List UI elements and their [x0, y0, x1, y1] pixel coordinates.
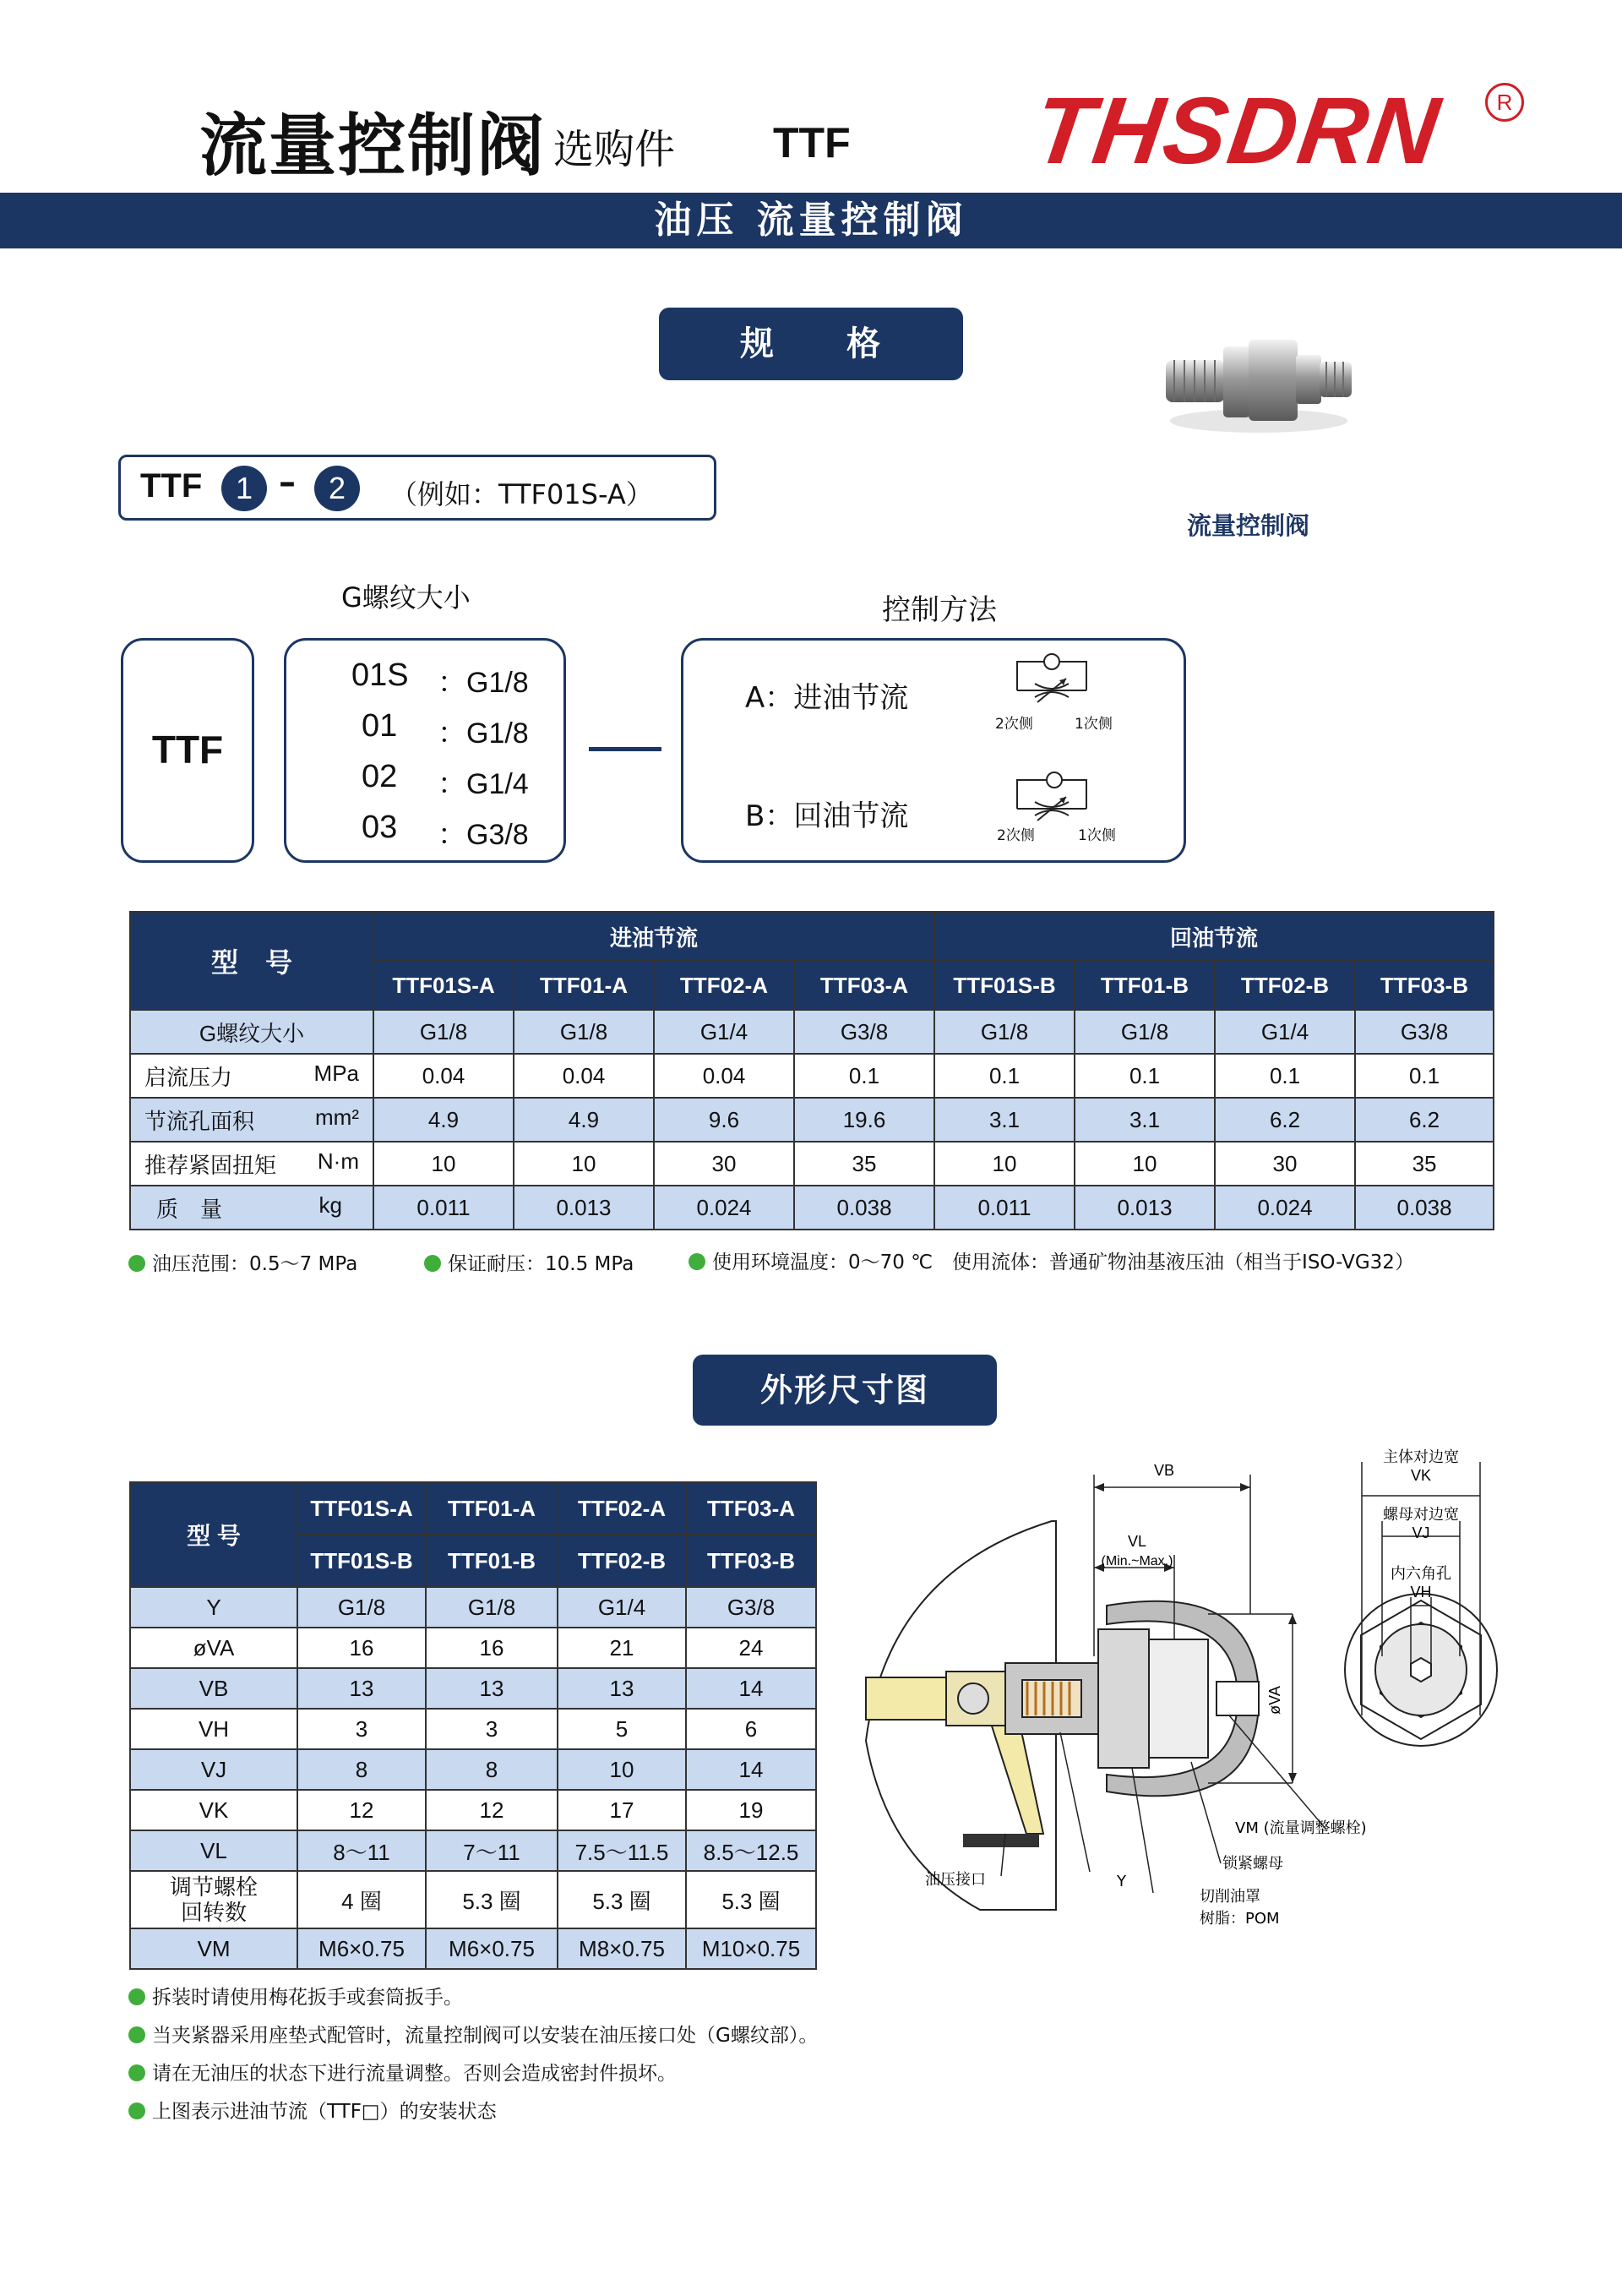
row-label: VB — [130, 1668, 297, 1709]
spec-table — [129, 911, 1494, 1230]
method-a-side1: 1次侧 — [1075, 716, 1113, 733]
table-cell: 8.5～12.5 — [686, 1830, 816, 1871]
row-label: Y — [130, 1587, 297, 1628]
dim-vl: VL — [1127, 1533, 1147, 1550]
table-cell: 7.5～11.5 — [558, 1830, 686, 1871]
table-cell: 5.3 圈 — [686, 1871, 816, 1928]
table-row — [130, 1628, 816, 1668]
method-a-label: A：进油节流 — [745, 681, 909, 715]
thread-size: ：G1/4 — [438, 768, 529, 800]
dim-vb: VB — [1153, 1462, 1175, 1479]
dim-note — [128, 1982, 463, 2010]
table-cell: G1/8 — [1075, 1010, 1215, 1054]
thread-option-03 — [362, 810, 573, 851]
spec-model-col: TTF01S-A — [373, 961, 514, 1010]
table-cell: M6×0.75 — [297, 1928, 426, 1969]
row-unit: MPa — [313, 1060, 359, 1086]
table-cell: 14 — [686, 1668, 816, 1709]
bullet-icon — [128, 2026, 145, 2043]
method-b-side1: 1次侧 — [1078, 827, 1116, 844]
thread-option-01 — [362, 708, 573, 750]
table-cell: 13 — [297, 1668, 426, 1709]
table-cell: 0.04 — [373, 1054, 514, 1098]
table-cell: 12 — [426, 1790, 558, 1830]
table-cell: G1/8 — [297, 1587, 426, 1628]
bullet-icon — [128, 2064, 145, 2081]
row-name: 推荐紧固扭矩 — [144, 1152, 277, 1178]
table-cell: 13 — [426, 1668, 558, 1709]
label-lock-nut: 锁紧螺母 — [1222, 1855, 1283, 1873]
row-label — [130, 1098, 373, 1142]
table-row — [130, 1709, 816, 1749]
table-cell: 13 — [558, 1668, 686, 1709]
thread-code: 02 — [362, 759, 398, 794]
table-cell: 0.013 — [1075, 1186, 1215, 1230]
dim-model-col: TTF01S-B — [297, 1535, 426, 1587]
table-cell: 3.1 — [934, 1098, 1075, 1142]
page-title: 流量控制阀 — [199, 106, 546, 185]
thread-option-01s — [351, 657, 563, 699]
table-cell: 0.1 — [1215, 1054, 1355, 1098]
lock-nut — [1098, 1629, 1149, 1768]
table-cell: 19 — [686, 1790, 816, 1830]
spec-group-out: 回油节流 — [934, 912, 1494, 961]
table-row — [130, 1587, 816, 1628]
dim-vh: VH — [1410, 1584, 1432, 1601]
table-cell: 10 — [558, 1749, 686, 1790]
thread-size-label: G螺纹大小 — [341, 581, 471, 614]
row-label — [130, 1186, 373, 1230]
code-circle-2: 2 — [314, 466, 360, 511]
dim-vm: VM (流量调整螺栓) — [1235, 1819, 1367, 1837]
thread-size: ：G1/8 — [438, 717, 529, 750]
dimension-drawing — [853, 1437, 1512, 1944]
table-cell: 3 — [426, 1709, 558, 1749]
table-cell: 8 — [297, 1749, 426, 1790]
row-name: 节流孔面积 — [144, 1108, 255, 1134]
check-ball — [958, 1683, 988, 1714]
table-cell: 6.2 — [1355, 1098, 1494, 1142]
table-row — [130, 1749, 816, 1790]
dim-vl-range: (Min.~Max.) — [1101, 1554, 1173, 1568]
row-unit: mm² — [315, 1104, 359, 1130]
table-cell: 7～11 — [426, 1830, 558, 1871]
label-cover: 切削油罩 — [1200, 1888, 1260, 1906]
bullet-icon — [128, 1255, 145, 1272]
table-cell: 16 — [426, 1628, 558, 1668]
table-cell: 0.1 — [1075, 1054, 1215, 1098]
dim-model-header: 型 号 — [130, 1482, 297, 1587]
table-cell: 0.038 — [794, 1186, 934, 1230]
dim-model-col: TTF01S-A — [297, 1482, 426, 1535]
table-cell: 5 — [558, 1709, 686, 1749]
method-a-side2: 2次侧 — [995, 716, 1033, 733]
method-b-side2: 2次侧 — [997, 827, 1035, 844]
code-circle-1: 1 — [221, 466, 267, 511]
note-text: 上图表示进油节流（TTF□）的安装状态 — [152, 2101, 497, 2123]
table-cell: G1/8 — [373, 1010, 514, 1054]
end-view — [1345, 1594, 1497, 1746]
table-cell: 21 — [558, 1628, 686, 1668]
code-dash: – — [279, 463, 296, 502]
thread-size: ：G1/8 — [438, 667, 529, 699]
note-text: 当夹紧器采用座垫式配管时，流量控制阀可以安装在油压接口处（G螺纹部）。 — [152, 2025, 819, 2047]
dim-model-col: TTF03-A — [686, 1482, 816, 1535]
thread-code: 01 — [362, 708, 398, 744]
row-name: 启流压力 — [144, 1064, 233, 1090]
dim-model-col: TTF02-B — [558, 1535, 686, 1587]
table-cell: M8×0.75 — [558, 1928, 686, 1969]
table-cell: 14 — [686, 1749, 816, 1790]
table-cell: 0.024 — [654, 1186, 794, 1230]
spec-model-col: TTF03-A — [794, 961, 934, 1010]
row-name: 质 量 — [156, 1196, 223, 1222]
bullet-icon — [424, 1255, 441, 1272]
table-cell: G3/8 — [1355, 1010, 1494, 1054]
dim-vk: VK — [1410, 1467, 1432, 1484]
table-row — [130, 1054, 1494, 1098]
row-label: VL — [130, 1830, 297, 1871]
dim-va: øVA — [1266, 1686, 1283, 1715]
note-text: 拆装时请使用梅花扳手或套筒扳手。 — [152, 1987, 463, 2009]
dim-note — [128, 2020, 818, 2048]
ttf-box-label: TTF — [151, 728, 224, 772]
code-example: （例如：TTF01S-A） — [390, 478, 653, 510]
row-label: øVA — [130, 1628, 297, 1668]
row-label: 调节螺栓 回转数 — [130, 1871, 297, 1928]
row-label: VK — [130, 1790, 297, 1830]
thread-code: 01S — [351, 657, 409, 693]
table-cell: 17 — [558, 1790, 686, 1830]
table-cell: 30 — [1215, 1142, 1355, 1186]
table-row — [130, 1871, 816, 1928]
table-cell: G3/8 — [686, 1587, 816, 1628]
control-method-label: 控制方法 — [882, 593, 997, 627]
note-text: 使用环境温度：0～70 ℃ 使用流体：普通矿物油基液压油（相当于ISO-VG32） — [712, 1252, 1414, 1273]
table-row — [130, 1142, 1494, 1186]
row-label — [130, 1142, 373, 1186]
dim-model-col: TTF01-B — [426, 1535, 558, 1587]
thread-size: ：G3/8 — [438, 819, 529, 851]
dim-note — [128, 2058, 677, 2086]
table-cell: 3 — [297, 1709, 426, 1749]
dimension-table — [129, 1481, 817, 1970]
brand-logo: THSDRN — [1027, 78, 1447, 183]
dim-section-title: 外形尺寸图 — [693, 1355, 997, 1426]
valve-photo — [1157, 321, 1360, 439]
table-cell: G1/8 — [934, 1010, 1075, 1054]
table-cell: 19.6 — [794, 1098, 934, 1142]
vh-title: 内六角孔 — [1391, 1565, 1451, 1582]
table-cell: M10×0.75 — [686, 1928, 816, 1969]
table-cell: 0.1 — [1355, 1054, 1494, 1098]
table-row — [130, 1790, 816, 1830]
table-cell: G1/8 — [426, 1587, 558, 1628]
table-cell: 24 — [686, 1628, 816, 1668]
spec-model-col: TTF01S-B — [934, 961, 1075, 1010]
table-cell: 5.3 圈 — [558, 1871, 686, 1928]
note-text: 油压范围：0.5～7 MPa — [152, 1253, 358, 1275]
table-cell: 0.04 — [654, 1054, 794, 1098]
spec-model-col: TTF01-A — [514, 961, 654, 1010]
table-row — [130, 1830, 816, 1871]
table-cell: 30 — [654, 1142, 794, 1186]
table-cell: 8～11 — [297, 1830, 426, 1871]
table-row — [130, 1186, 1494, 1230]
table-cell: 0.024 — [1215, 1186, 1355, 1230]
dim-vj: VJ — [1412, 1524, 1430, 1541]
dim-model-col: TTF01-A — [426, 1482, 558, 1535]
table-cell: G1/8 — [514, 1010, 654, 1054]
spec-note — [128, 1248, 357, 1276]
table-cell: G1/4 — [654, 1010, 794, 1054]
spec-section-title: 规 格 — [659, 308, 963, 380]
table-cell: 10 — [934, 1142, 1075, 1186]
spec-model-col: TTF03-B — [1355, 961, 1494, 1010]
thread-option-02 — [362, 759, 573, 800]
code-prefix: TTF — [140, 467, 203, 504]
vk-title: 主体对边宽 — [1383, 1448, 1459, 1465]
method-b-symbol — [988, 756, 1115, 824]
row-label: G螺纹大小 — [130, 1010, 373, 1054]
vj-title: 螺母对边宽 — [1383, 1506, 1459, 1523]
method-a-symbol — [988, 646, 1115, 714]
table-cell: 6 — [686, 1709, 816, 1749]
row-label: VH — [130, 1709, 297, 1749]
spec-model-col: TTF02-A — [654, 961, 794, 1010]
seal — [963, 1834, 1039, 1847]
table-cell: G1/4 — [558, 1587, 686, 1628]
registered-mark: R — [1485, 83, 1524, 122]
table-row — [130, 1668, 816, 1709]
page-model: TTF — [773, 119, 851, 166]
table-cell: 10 — [373, 1142, 514, 1186]
table-cell: 4.9 — [514, 1098, 654, 1142]
spec-model-header: 型 号 — [130, 912, 373, 1010]
table-cell: 4 圈 — [297, 1871, 426, 1928]
table-row — [130, 1010, 1494, 1054]
table-row — [130, 1928, 816, 1969]
note-text: 请在无油压的状态下进行流量调整。否则会造成密封件损坏。 — [152, 2063, 677, 2085]
bullet-icon — [128, 1988, 145, 2005]
spec-note — [424, 1248, 634, 1276]
dim-note — [128, 2096, 497, 2124]
table-cell: 4.9 — [373, 1098, 514, 1142]
table-row — [130, 1098, 1494, 1142]
row-label: VJ — [130, 1749, 297, 1790]
table-cell: 3.1 — [1075, 1098, 1215, 1142]
table-cell: 0.011 — [373, 1186, 514, 1230]
table-cell: 10 — [514, 1142, 654, 1186]
label-y: Y — [1117, 1873, 1126, 1890]
table-cell: 0.011 — [934, 1186, 1075, 1230]
code-connector-dash — [589, 747, 661, 751]
dim-model-col: TTF03-B — [686, 1535, 816, 1587]
table-cell: G1/4 — [1215, 1010, 1355, 1054]
table-cell: 0.1 — [794, 1054, 934, 1098]
table-cell: 5.3 圈 — [426, 1871, 558, 1928]
table-cell: G3/8 — [794, 1010, 934, 1054]
spec-note — [689, 1246, 1414, 1274]
dim-model-col: TTF02-A — [558, 1482, 686, 1535]
photo-caption: 流量控制阀 — [1187, 511, 1310, 540]
row-unit: kg — [318, 1192, 342, 1218]
banner-title: 油压 流量控制阀 — [654, 199, 968, 242]
table-cell: 35 — [794, 1142, 934, 1186]
table-cell: 8 — [426, 1749, 558, 1790]
table-cell: 0.1 — [934, 1054, 1075, 1098]
table-cell: 9.6 — [654, 1098, 794, 1142]
row-label — [130, 1054, 373, 1098]
label-port: 油压接口 — [925, 1871, 986, 1889]
thread-code: 03 — [362, 810, 398, 845]
table-cell: 0.038 — [1355, 1186, 1494, 1230]
note-text: 保证耐压：10.5 MPa — [448, 1253, 634, 1275]
table-cell: 12 — [297, 1790, 426, 1830]
label-cover-material: 树脂：POM — [1200, 1910, 1280, 1928]
table-cell: 0.013 — [514, 1186, 654, 1230]
bullet-icon — [689, 1253, 705, 1270]
spec-group-in: 进油节流 — [373, 912, 934, 961]
table-cell: 10 — [1075, 1142, 1215, 1186]
table-cell: 35 — [1355, 1142, 1494, 1186]
table-cell: 16 — [297, 1628, 426, 1668]
method-b-label: B：回油节流 — [745, 799, 909, 833]
spec-model-col: TTF01-B — [1075, 961, 1215, 1010]
spec-model-col: TTF02-B — [1215, 961, 1355, 1010]
table-cell: 6.2 — [1215, 1098, 1355, 1142]
row-label: VM — [130, 1928, 297, 1969]
page-subtitle: 选购件 — [553, 126, 676, 173]
bullet-icon — [128, 2102, 145, 2119]
row-unit: N·m — [317, 1148, 359, 1174]
table-cell: M6×0.75 — [426, 1928, 558, 1969]
table-cell: 0.04 — [514, 1054, 654, 1098]
